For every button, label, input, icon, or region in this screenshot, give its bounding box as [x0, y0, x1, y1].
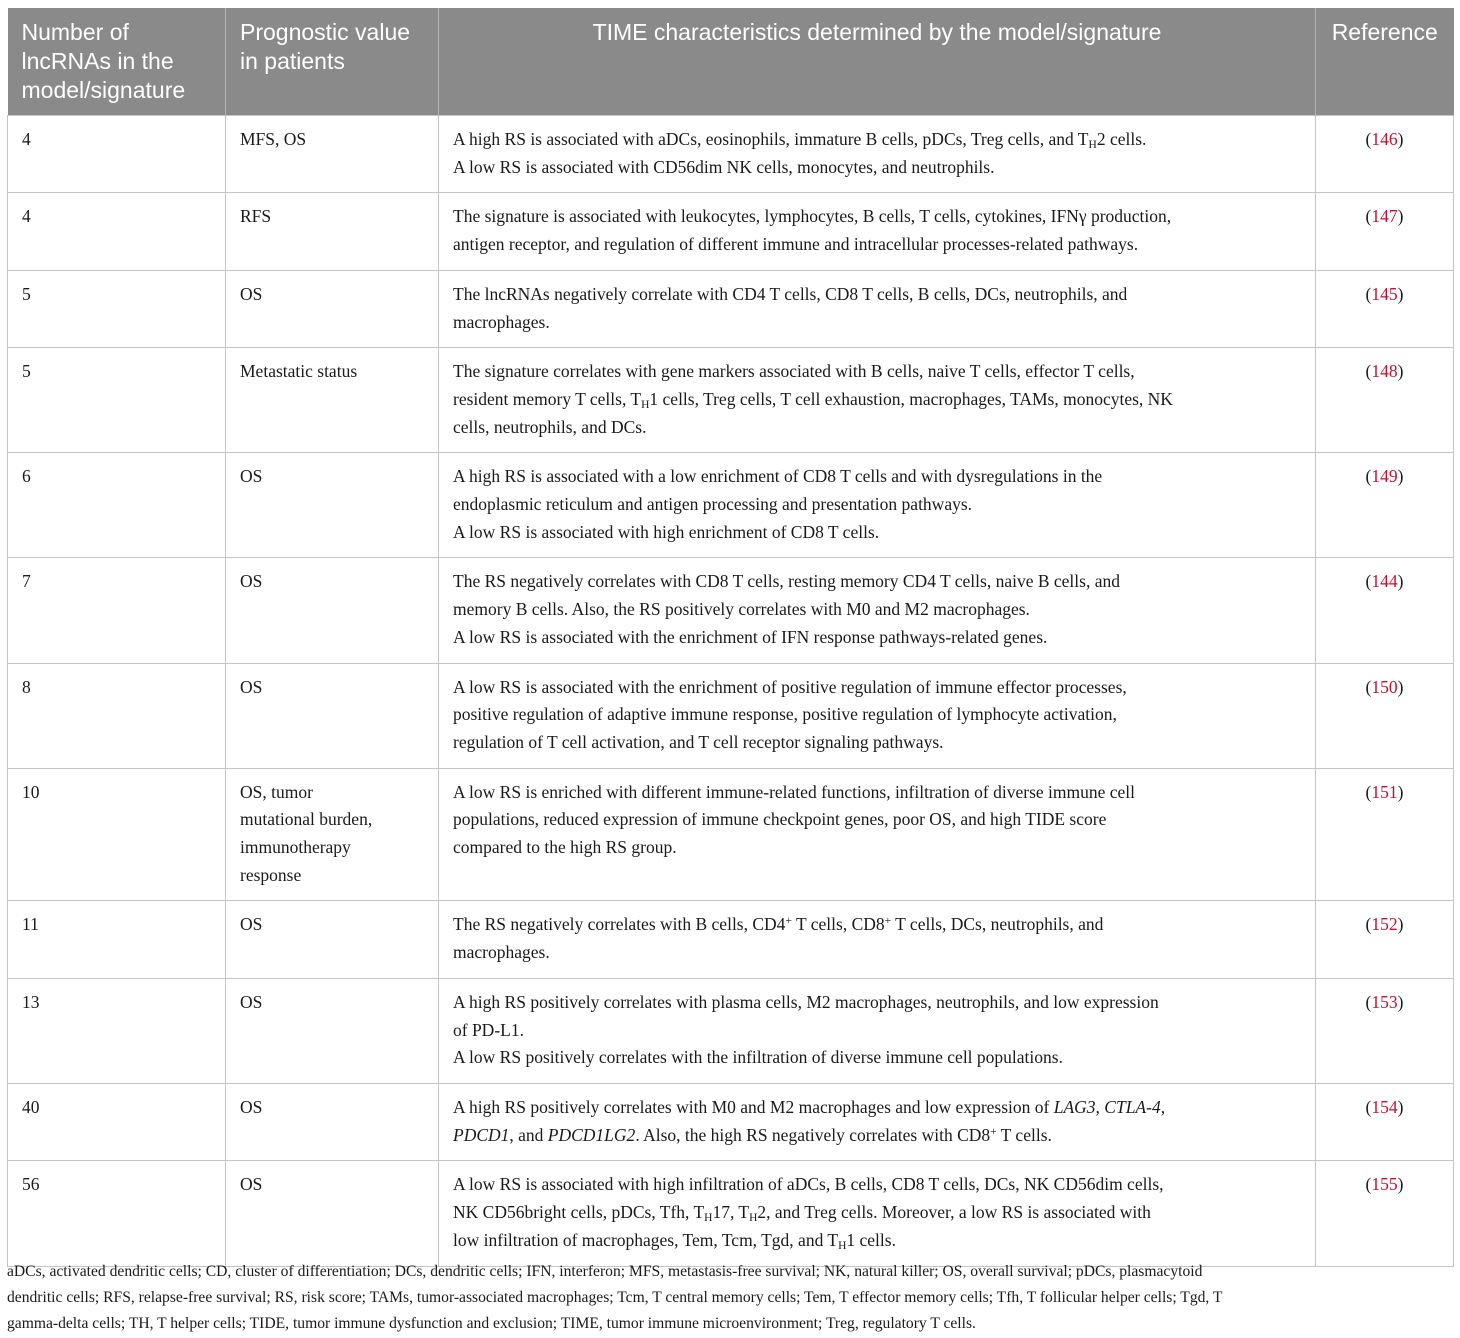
cell-number: 6 — [8, 453, 226, 558]
cell-prognostic: OS — [226, 1083, 439, 1160]
cell-reference[interactable]: (145) — [1316, 270, 1454, 347]
reference-link: 149 — [1371, 466, 1398, 487]
cell-prognostic: OS — [226, 270, 439, 347]
cell-reference[interactable]: (152) — [1316, 901, 1454, 978]
cell-reference[interactable]: (147) — [1316, 193, 1454, 270]
reference-link: 152 — [1371, 914, 1398, 935]
table-body — [8, 116, 1454, 1267]
cell-prognostic: OS, tumor mutational burden, immunotherapy response — [226, 768, 439, 901]
cell-time: A high RS is associated with a low enrichment of CD8 T cells and with dysregulations in the endoplasmic reticulum and antigen processing and presentation pathways. A low RS is associated with high enrichment of CD8 T cells. — [439, 453, 1316, 558]
reference-link: 148 — [1371, 361, 1398, 382]
cell-time: A high RS is associated with aDCs, eosinophils, immature B cells, pDCs, Treg cells, and $T_H2$ cells. A low RS is associated with CD56dim NK cells, monocytes, and neutrophils. — [439, 116, 1316, 193]
cell-time: The signature correlates with gene markers associated with B cells, naive T cells, effector T cells, resident memory T cells, $T_H1$ cells, Treg cells, T cell exhaustion, macrophages, TAMs, monocytes, NK cells, neutrophils, and DCs. — [439, 348, 1316, 453]
cell-number: 5 — [8, 270, 226, 347]
table-row — [8, 978, 1454, 1083]
cell-time: A high RS positively correlates with M0 and M2 macrophages and low expression of LAG3, CTLA-4, PDCD1, and PDCD1LG2. Also, the high RS negatively correlates with CD8+ T cells. — [439, 1083, 1316, 1160]
cell-prognostic: Metastatic status — [226, 348, 439, 453]
cell-number: 10 — [8, 768, 226, 901]
cell-time: The RS negatively correlates with B cells, CD4+ T cells, CD8+ T cells, DCs, neutrophils, and macrophages. — [439, 901, 1316, 978]
table-row — [8, 193, 1454, 270]
cell-number: 8 — [8, 663, 226, 768]
cell-reference[interactable]: (150) — [1316, 663, 1454, 768]
cell-number: 7 — [8, 558, 226, 663]
reference-link: 150 — [1371, 676, 1398, 697]
cell-reference[interactable]: (153) — [1316, 978, 1454, 1083]
cell-prognostic: OS — [226, 1161, 439, 1266]
cell-reference[interactable]: (148) — [1316, 348, 1454, 453]
table-row — [8, 1161, 1454, 1266]
cell-time: The lncRNAs negatively correlate with CD4 T cells, CD8 T cells, B cells, DCs, neutrophils, and macrophages. — [439, 270, 1316, 347]
cell-prognostic: MFS, OS — [226, 116, 439, 193]
cell-number: 56 — [8, 1161, 226, 1266]
reference-link: 146 — [1371, 129, 1398, 149]
cell-prognostic: OS — [226, 978, 439, 1083]
table-row — [8, 270, 1454, 347]
cell-time: The RS negatively correlates with CD8 T cells, resting memory CD4 T cells, naive B cells, and memory B cells. Also, the RS positively correlates with M0 and M2 macrophages. A low RS is associated with the enrichment of IFN response pathways-related genes. — [439, 558, 1316, 663]
header-time-characteristics: TIME characteristics determined by the model/signature — [439, 8, 1316, 116]
table-row — [8, 348, 1454, 453]
cell-prognostic: OS — [226, 901, 439, 978]
table-row — [8, 768, 1454, 901]
reference-link: 154 — [1371, 1096, 1398, 1117]
cell-reference[interactable]: (144) — [1316, 558, 1454, 663]
cell-prognostic: OS — [226, 453, 439, 558]
cell-prognostic: RFS — [226, 193, 439, 270]
cell-time: A low RS is associated with the enrichment of positive regulation of immune effector processes, positive regulation of adaptive immune response, positive regulation of lymphocyte activation, regulation of T cell activation, and T cell receptor signaling pathways. — [439, 663, 1316, 768]
reference-link: 144 — [1371, 571, 1398, 592]
cell-time: A low RS is associated with high infiltration of aDCs, B cells, CD8 T cells, DCs, NK CD56dim cells, NK CD56bright cells, pDCs, Tfh, $T_H17$, $T_H2$, and Treg cells. Moreover, a low RS is associated with low infiltration of macrophages, Tem, Tcm, Tgd, and $T_H1$ cells. — [439, 1161, 1316, 1266]
table-row — [8, 663, 1454, 768]
cell-number: 11 — [8, 901, 226, 978]
reference-link: 151 — [1371, 781, 1398, 802]
reference-link: 155 — [1371, 1174, 1398, 1195]
table-row — [8, 901, 1454, 978]
table-row — [8, 1083, 1454, 1160]
table-row — [8, 453, 1454, 558]
footnote-line: dendritic cells; RFS, relapse-free survival; RS, risk score; TAMs, tumor-associated macrophages; Tcm, T central memory cells; Tem, T effector memory cells; Tfh, T follicular helper cells; Tgd, T — [7, 1289, 1223, 1306]
header-number-of-lncrnas: Number of lncRNAs in the model/signature — [8, 8, 226, 116]
cell-reference[interactable]: (151) — [1316, 768, 1454, 901]
cell-time: A high RS positively correlates with plasma cells, M2 macrophages, neutrophils, and low expression of PD-L1. A low RS positively correlates with the infiltration of diverse immune cell populations. — [439, 978, 1316, 1083]
cell-reference[interactable]: (146) — [1316, 116, 1454, 193]
cell-prognostic: OS — [226, 558, 439, 663]
reference-link: 153 — [1371, 991, 1398, 1012]
cell-number: 13 — [8, 978, 226, 1083]
cell-reference[interactable]: (154) — [1316, 1083, 1454, 1160]
footnote-line: aDCs, activated dendritic cells; CD, cluster of differentiation; DCs, dendritic cells; IFN, interferon; MFS, metastasis-free survival; NK, natural killer; OS, overall survival; pDCs, plasmacytoid — [7, 1263, 1203, 1280]
header-prognostic-value: Prognostic value in patients — [226, 8, 439, 116]
table-row — [8, 116, 1454, 193]
cell-time: A low RS is enriched with different immune-related functions, infiltration of diverse immune cell populations, reduced expression of immune checkpoint genes, poor OS, and high TIDE score compared to the high RS group. — [439, 768, 1316, 901]
cell-number: 5 — [8, 348, 226, 453]
cell-reference[interactable]: (149) — [1316, 453, 1454, 558]
table-header-row — [8, 8, 1454, 116]
table-row — [8, 558, 1454, 663]
cell-number: 4 — [8, 193, 226, 270]
cell-number: 40 — [8, 1083, 226, 1160]
cell-number: 4 — [8, 116, 226, 193]
footnote-line: gamma-delta cells; TH, T helper cells; TIDE, tumor immune dysfunction and exclusion; TIME, tumor immune microenvironment; Treg, regulatory T cells. — [7, 1315, 976, 1332]
header-reference: Reference — [1316, 8, 1454, 116]
cell-reference[interactable]: (155) — [1316, 1161, 1454, 1266]
cell-time: The signature is associated with leukocytes, lymphocytes, B cells, T cells, cytokines, IFNγ production, antigen receptor, and regulation of different immune and intracellular processes-related pathways. — [439, 193, 1316, 270]
reference-link: 145 — [1371, 283, 1398, 304]
cell-prognostic: OS — [226, 663, 439, 768]
lncrna-signature-table — [7, 8, 1454, 1267]
table-footnote — [7, 1259, 1453, 1337]
reference-link: 147 — [1371, 206, 1398, 227]
